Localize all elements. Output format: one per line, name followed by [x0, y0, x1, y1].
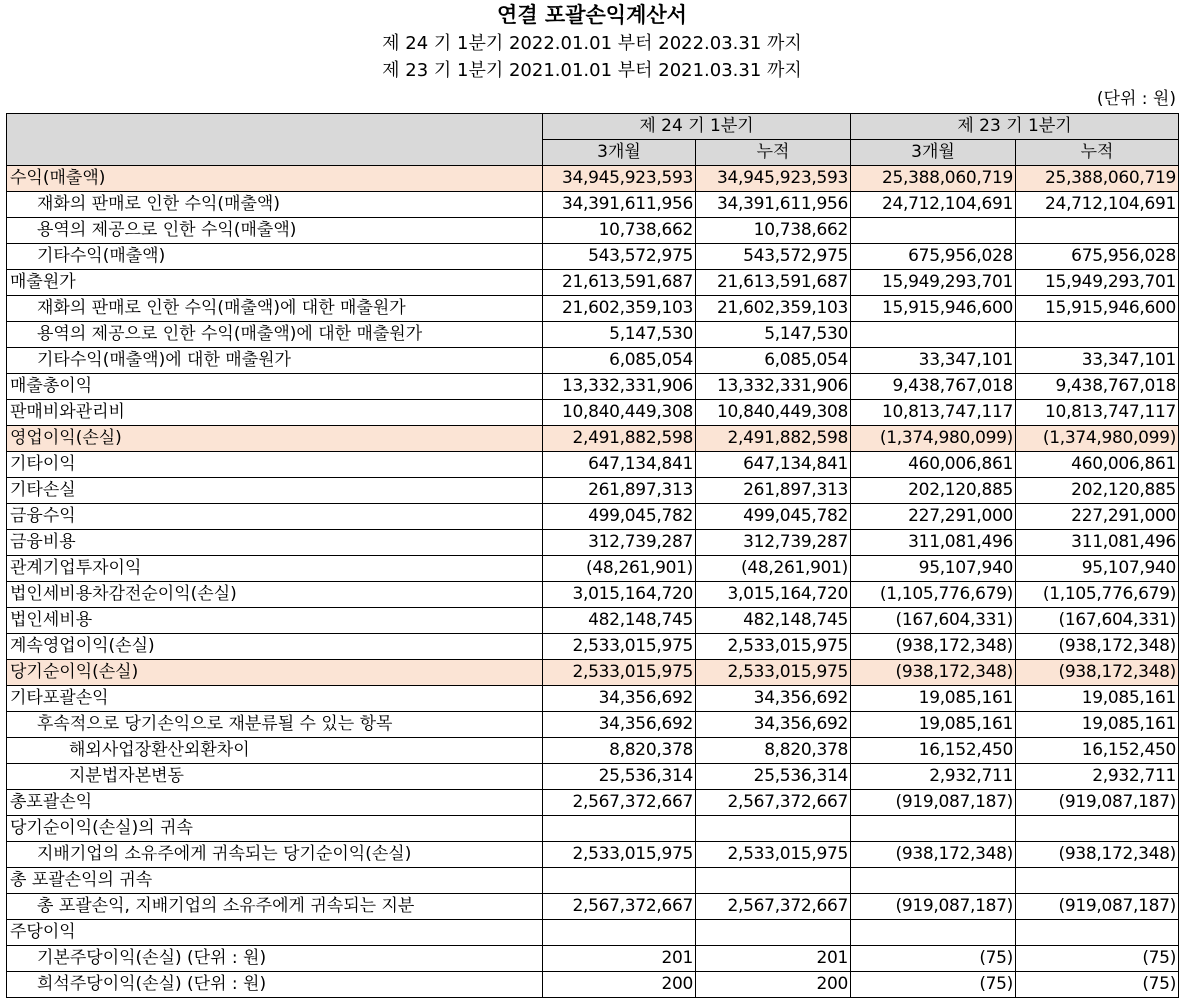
prior-three-month-value: 16,152,450 — [851, 738, 1016, 764]
prior-cumulative-value: 311,081,496 — [1016, 530, 1179, 556]
row-label: 용역의 제공으로 인한 수익(매출액)에 대한 매출원가 — [7, 322, 543, 348]
current-cumulative-value: 3,015,164,720 — [696, 582, 851, 608]
current-three-month-value: 201 — [543, 946, 696, 972]
current-three-month-value: 8,820,378 — [543, 738, 696, 764]
table-row — [7, 816, 1179, 842]
row-label: 기타손실 — [7, 478, 543, 504]
row-label: 매출원가 — [7, 270, 543, 296]
prior-three-month-value: (1,105,776,679) — [851, 582, 1016, 608]
row-label: 계속영업이익(손실) — [7, 634, 543, 660]
prior-three-month-value: 10,813,747,117 — [851, 400, 1016, 426]
current-three-month-value: 34,356,692 — [543, 686, 696, 712]
current-cumulative-value: 25,536,314 — [696, 764, 851, 790]
table-row — [7, 322, 1179, 348]
prior-three-month-value — [851, 868, 1016, 894]
current-three-month-value: 34,945,923,593 — [543, 166, 696, 192]
current-cumulative-value: 21,613,591,687 — [696, 270, 851, 296]
row-label: 관계기업투자이익 — [7, 556, 543, 582]
current-three-month-value: 25,536,314 — [543, 764, 696, 790]
prior-three-month-value: 24,712,104,691 — [851, 192, 1016, 218]
current-three-month-value: 21,602,359,103 — [543, 296, 696, 322]
header-current-cumulative: 누적 — [696, 140, 851, 166]
header-account-column — [7, 114, 543, 166]
current-three-month-value: 5,147,530 — [543, 322, 696, 348]
row-label: 당기순이익(손실) — [7, 660, 543, 686]
table-row — [7, 530, 1179, 556]
row-label: 지배기업의 소유주에게 귀속되는 당기순이익(손실) — [7, 842, 543, 868]
row-label: 법인세비용차감전순이익(손실) — [7, 582, 543, 608]
current-cumulative-value: 34,391,611,956 — [696, 192, 851, 218]
current-cumulative-value — [696, 816, 851, 842]
current-three-month-value: 2,533,015,975 — [543, 842, 696, 868]
table-row — [7, 712, 1179, 738]
row-label: 총포괄손익 — [7, 790, 543, 816]
current-cumulative-value: 647,134,841 — [696, 452, 851, 478]
table-row — [7, 634, 1179, 660]
prior-cumulative-value: (919,087,187) — [1016, 894, 1179, 920]
table-row — [7, 504, 1179, 530]
row-label: 금융수익 — [7, 504, 543, 530]
current-cumulative-value: 261,897,313 — [696, 478, 851, 504]
current-three-month-value — [543, 868, 696, 894]
table-row — [7, 660, 1179, 686]
row-label: 희석주당이익(손실) (단위 : 원) — [7, 972, 543, 998]
prior-cumulative-value — [1016, 920, 1179, 946]
table-row — [7, 400, 1179, 426]
current-cumulative-value: 499,045,782 — [696, 504, 851, 530]
prior-cumulative-value: 95,107,940 — [1016, 556, 1179, 582]
table-row — [7, 270, 1179, 296]
prior-three-month-value: (75) — [851, 972, 1016, 998]
current-three-month-value: 6,085,054 — [543, 348, 696, 374]
table-row — [7, 426, 1179, 452]
row-label: 수익(매출액) — [7, 166, 543, 192]
prior-three-month-value: 2,932,711 — [851, 764, 1016, 790]
row-label: 매출총이익 — [7, 374, 543, 400]
current-cumulative-value: 482,148,745 — [696, 608, 851, 634]
row-label: 재화의 판매로 인한 수익(매출액) — [7, 192, 543, 218]
prior-cumulative-value: (938,172,348) — [1016, 634, 1179, 660]
table-row — [7, 478, 1179, 504]
prior-three-month-value: 311,081,496 — [851, 530, 1016, 556]
prior-three-month-value: 19,085,161 — [851, 686, 1016, 712]
current-cumulative-value: 34,945,923,593 — [696, 166, 851, 192]
current-cumulative-value: 2,533,015,975 — [696, 842, 851, 868]
current-three-month-value: 10,840,449,308 — [543, 400, 696, 426]
current-three-month-value: 2,567,372,667 — [543, 894, 696, 920]
prior-three-month-value: 227,291,000 — [851, 504, 1016, 530]
prior-three-month-value: (919,087,187) — [851, 894, 1016, 920]
prior-three-month-value: 25,388,060,719 — [851, 166, 1016, 192]
row-label: 해외사업장환산외환차이 — [7, 738, 543, 764]
prior-three-month-value — [851, 218, 1016, 244]
table-row — [7, 296, 1179, 322]
current-cumulative-value: 312,739,287 — [696, 530, 851, 556]
prior-three-month-value: (1,374,980,099) — [851, 426, 1016, 452]
row-label: 재화의 판매로 인한 수익(매출액)에 대한 매출원가 — [7, 296, 543, 322]
table-row — [7, 244, 1179, 270]
current-three-month-value — [543, 816, 696, 842]
table-row — [7, 842, 1179, 868]
table-row — [7, 894, 1179, 920]
row-label: 총 포괄손익의 귀속 — [7, 868, 543, 894]
prior-cumulative-value: (75) — [1016, 946, 1179, 972]
prior-three-month-value: (938,172,348) — [851, 660, 1016, 686]
header-current-three-month: 3개월 — [543, 140, 696, 166]
current-cumulative-value: 543,572,975 — [696, 244, 851, 270]
header-prior-three-month: 3개월 — [851, 140, 1016, 166]
table-row — [7, 972, 1179, 998]
row-label: 후속적으로 당기손익으로 재분류될 수 있는 항목 — [7, 712, 543, 738]
current-three-month-value: 21,613,591,687 — [543, 270, 696, 296]
table-row — [7, 608, 1179, 634]
row-label: 영업이익(손실) — [7, 426, 543, 452]
current-three-month-value: 3,015,164,720 — [543, 582, 696, 608]
prior-three-month-value: 675,956,028 — [851, 244, 1016, 270]
current-three-month-value: 2,533,015,975 — [543, 634, 696, 660]
prior-three-month-value: 33,347,101 — [851, 348, 1016, 374]
current-cumulative-value: 8,820,378 — [696, 738, 851, 764]
current-cumulative-value: 201 — [696, 946, 851, 972]
table-row — [7, 738, 1179, 764]
prior-cumulative-value: 15,915,946,600 — [1016, 296, 1179, 322]
row-label: 기타포괄손익 — [7, 686, 543, 712]
prior-cumulative-value: 19,085,161 — [1016, 686, 1179, 712]
prior-three-month-value — [851, 920, 1016, 946]
prior-cumulative-value — [1016, 218, 1179, 244]
prior-three-month-value: 460,006,861 — [851, 452, 1016, 478]
row-label: 기타수익(매출액)에 대한 매출원가 — [7, 348, 543, 374]
table-row — [7, 348, 1179, 374]
current-cumulative-value: 2,533,015,975 — [696, 634, 851, 660]
current-cumulative-value: 2,567,372,667 — [696, 790, 851, 816]
header-prior-cumulative: 누적 — [1016, 140, 1179, 166]
table-row — [7, 868, 1179, 894]
income-statement-table — [6, 113, 1179, 998]
table-row — [7, 452, 1179, 478]
prior-three-month-value: 19,085,161 — [851, 712, 1016, 738]
prior-cumulative-value: 25,388,060,719 — [1016, 166, 1179, 192]
current-three-month-value — [543, 920, 696, 946]
row-label: 금융비용 — [7, 530, 543, 556]
current-cumulative-value — [696, 920, 851, 946]
table-row — [7, 218, 1179, 244]
current-cumulative-value: 2,533,015,975 — [696, 660, 851, 686]
current-three-month-value: 499,045,782 — [543, 504, 696, 530]
row-label: 당기순이익(손실)의 귀속 — [7, 816, 543, 842]
table-row — [7, 764, 1179, 790]
prior-cumulative-value: 202,120,885 — [1016, 478, 1179, 504]
prior-three-month-value: 15,949,293,701 — [851, 270, 1016, 296]
prior-three-month-value: (75) — [851, 946, 1016, 972]
current-cumulative-value: (48,261,901) — [696, 556, 851, 582]
current-cumulative-value: 10,840,449,308 — [696, 400, 851, 426]
current-three-month-value: 13,332,331,906 — [543, 374, 696, 400]
prior-three-month-value — [851, 816, 1016, 842]
prior-cumulative-value: 16,152,450 — [1016, 738, 1179, 764]
current-cumulative-value: 6,085,054 — [696, 348, 851, 374]
table-row — [7, 192, 1179, 218]
current-cumulative-value: 5,147,530 — [696, 322, 851, 348]
period-prior: 제 23 기 1분기 2021.01.01 부터 2021.03.31 까지 — [382, 60, 802, 81]
prior-three-month-value: 202,120,885 — [851, 478, 1016, 504]
row-label: 기타이익 — [7, 452, 543, 478]
prior-three-month-value: 9,438,767,018 — [851, 374, 1016, 400]
row-label: 주당이익 — [7, 920, 543, 946]
current-cumulative-value: 10,738,662 — [696, 218, 851, 244]
prior-cumulative-value: 10,813,747,117 — [1016, 400, 1179, 426]
current-three-month-value: 10,738,662 — [543, 218, 696, 244]
prior-cumulative-value: 2,932,711 — [1016, 764, 1179, 790]
prior-cumulative-value: 9,438,767,018 — [1016, 374, 1179, 400]
prior-cumulative-value: (75) — [1016, 972, 1179, 998]
row-label: 기본주당이익(손실) (단위 : 원) — [7, 946, 543, 972]
prior-three-month-value: (938,172,348) — [851, 842, 1016, 868]
prior-three-month-value: 15,915,946,600 — [851, 296, 1016, 322]
prior-cumulative-value: (167,604,331) — [1016, 608, 1179, 634]
header-current-period: 제 24 기 1분기 — [543, 114, 851, 140]
row-label: 판매비와관리비 — [7, 400, 543, 426]
table-row — [7, 166, 1179, 192]
prior-cumulative-value — [1016, 868, 1179, 894]
table-row — [7, 582, 1179, 608]
prior-three-month-value: (919,087,187) — [851, 790, 1016, 816]
period-current: 제 24 기 1분기 2022.01.01 부터 2022.03.31 까지 — [382, 33, 802, 54]
current-cumulative-value: 200 — [696, 972, 851, 998]
current-cumulative-value — [696, 868, 851, 894]
prior-cumulative-value: 460,006,861 — [1016, 452, 1179, 478]
unit-label: (단위 : 원) — [1096, 89, 1176, 109]
table-row — [7, 686, 1179, 712]
prior-cumulative-value: 24,712,104,691 — [1016, 192, 1179, 218]
prior-cumulative-value: 15,949,293,701 — [1016, 270, 1179, 296]
current-three-month-value: 34,391,611,956 — [543, 192, 696, 218]
current-cumulative-value: 2,567,372,667 — [696, 894, 851, 920]
current-three-month-value: 2,491,882,598 — [543, 426, 696, 452]
prior-cumulative-value: 33,347,101 — [1016, 348, 1179, 374]
prior-cumulative-value: 227,291,000 — [1016, 504, 1179, 530]
statement-title: 연결 포괄손익계산서 — [497, 3, 687, 27]
prior-cumulative-value: (1,374,980,099) — [1016, 426, 1179, 452]
current-three-month-value: 647,134,841 — [543, 452, 696, 478]
prior-cumulative-value: (1,105,776,679) — [1016, 582, 1179, 608]
current-three-month-value: (48,261,901) — [543, 556, 696, 582]
table-row — [7, 556, 1179, 582]
row-label: 총 포괄손익, 지배기업의 소유주에게 귀속되는 지분 — [7, 894, 543, 920]
header-row-periods — [7, 114, 1179, 140]
prior-cumulative-value: (919,087,187) — [1016, 790, 1179, 816]
table-row — [7, 920, 1179, 946]
header-prior-period: 제 23 기 1분기 — [851, 114, 1179, 140]
current-three-month-value: 543,572,975 — [543, 244, 696, 270]
current-cumulative-value: 34,356,692 — [696, 712, 851, 738]
table-row — [7, 790, 1179, 816]
table-row — [7, 374, 1179, 400]
current-cumulative-value: 34,356,692 — [696, 686, 851, 712]
current-three-month-value: 482,148,745 — [543, 608, 696, 634]
prior-cumulative-value: 675,956,028 — [1016, 244, 1179, 270]
row-label: 기타수익(매출액) — [7, 244, 543, 270]
prior-three-month-value: (167,604,331) — [851, 608, 1016, 634]
row-label: 용역의 제공으로 인한 수익(매출액) — [7, 218, 543, 244]
current-three-month-value: 2,533,015,975 — [543, 660, 696, 686]
current-three-month-value: 34,356,692 — [543, 712, 696, 738]
current-three-month-value: 200 — [543, 972, 696, 998]
current-cumulative-value: 21,602,359,103 — [696, 296, 851, 322]
prior-cumulative-value: (938,172,348) — [1016, 842, 1179, 868]
prior-cumulative-value: (938,172,348) — [1016, 660, 1179, 686]
prior-three-month-value: (938,172,348) — [851, 634, 1016, 660]
prior-cumulative-value — [1016, 322, 1179, 348]
row-label: 지분법자본변동 — [7, 764, 543, 790]
current-three-month-value: 2,567,372,667 — [543, 790, 696, 816]
prior-cumulative-value: 19,085,161 — [1016, 712, 1179, 738]
current-three-month-value: 261,897,313 — [543, 478, 696, 504]
current-cumulative-value: 13,332,331,906 — [696, 374, 851, 400]
prior-three-month-value — [851, 322, 1016, 348]
current-cumulative-value: 2,491,882,598 — [696, 426, 851, 452]
prior-cumulative-value — [1016, 816, 1179, 842]
row-label: 법인세비용 — [7, 608, 543, 634]
table-row — [7, 946, 1179, 972]
prior-three-month-value: 95,107,940 — [851, 556, 1016, 582]
current-three-month-value: 312,739,287 — [543, 530, 696, 556]
